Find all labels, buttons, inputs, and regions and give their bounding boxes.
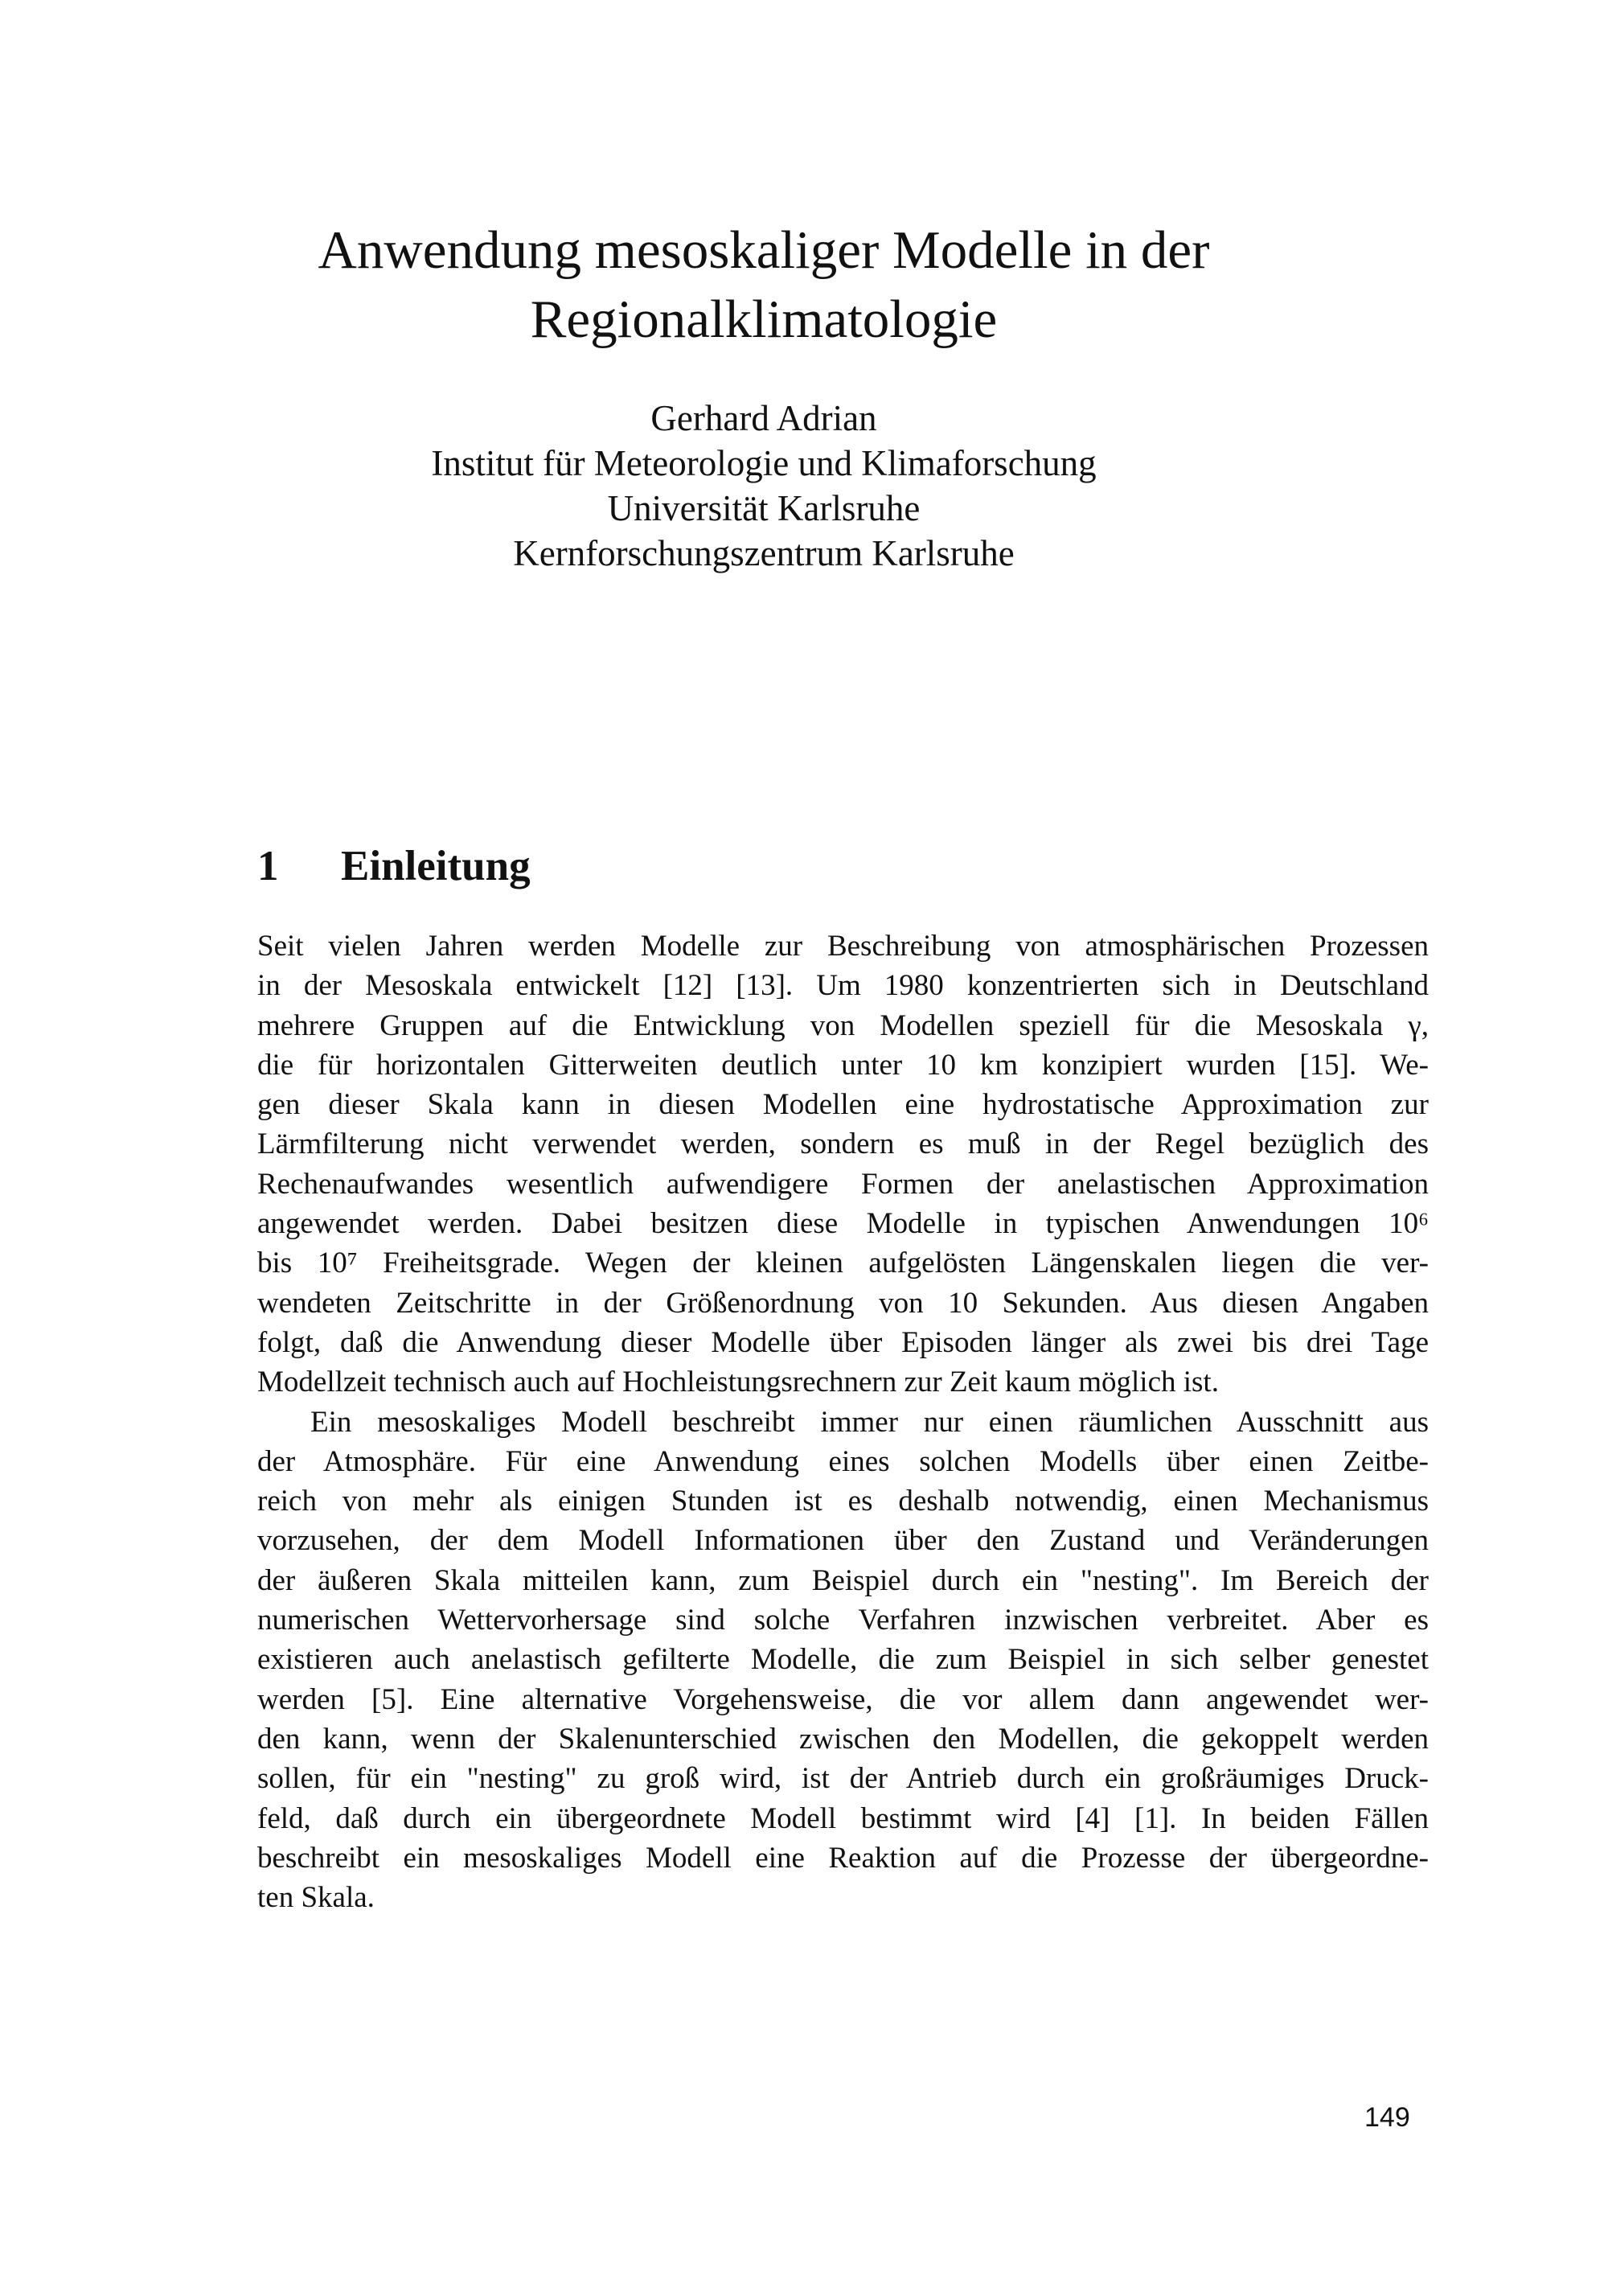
text-line: Modellzeit technisch auch auf Hochleistungsrechnern zur Zeit kaum möglich ist. xyxy=(257,1366,1219,1399)
page-number: 149 xyxy=(1364,2102,1410,2133)
section-heading xyxy=(257,842,531,890)
text-line: sollen, für ein "nesting" zu groß wird, ist der Antrieb durch ein großräumiges Druck- xyxy=(257,1762,1429,1796)
text-line: werden [5]. Eine alternative Vorgehensweise, die vor allem dann angewendet wer- xyxy=(257,1682,1429,1716)
title-line: Anwendung mesoskaliger Modelle in der xyxy=(318,220,1210,280)
text-line: existieren auch anelastisch gefilterte Modelle, die zum Beispiel in sich selber genestet xyxy=(257,1643,1429,1677)
text-line: wendeten Zeitschritte in der Größenordnung von 10 Sekunden. Aus diesen Angaben xyxy=(257,1286,1429,1320)
text-line: Rechenaufwandes wesentlich aufwendigere Formen der anelastischen Approximation xyxy=(257,1167,1429,1201)
text-line: Lärmfilterung nicht verwendet werden, sondern es muß in der Regel bezüglich des xyxy=(257,1127,1429,1161)
text-line: ten Skala. xyxy=(257,1881,375,1915)
author-name: Gerhard Adrian xyxy=(650,398,877,438)
text-line: in der Mesoskala entwickelt [12] [13]. Um 1980 konzentrierten sich in Deutschland xyxy=(257,969,1429,1003)
text-line: den kann, wenn der Skalenunterschied zwischen den Modellen, die gekoppelt werden xyxy=(257,1722,1429,1756)
section-number: 1 xyxy=(257,843,279,889)
text-line: reich von mehr als einigen Stunden ist es deshalb notwendig, einen Mechanismus xyxy=(257,1485,1429,1518)
text-line: mehrere Gruppen auf die Entwicklung von Modellen speziell für die Mesoskala γ, xyxy=(257,1008,1429,1042)
text-line: beschreibt ein mesoskaliges Modell eine Reaktion auf die Prozesse der übergeordne- xyxy=(257,1841,1429,1875)
author-block xyxy=(193,396,1335,576)
text-line: folgt, daß die Anwendung dieser Modelle über Episoden länger als zwei bis drei Tage xyxy=(257,1325,1429,1359)
section-title: Einleitung xyxy=(341,843,531,889)
text-line: gen dieser Skala kann in diesen Modellen eine hydrostatische Approximation zur xyxy=(257,1088,1429,1122)
text-line: Seit vielen Jahren werden Modelle zur Beschreibung von atmosphärischen Prozessen xyxy=(257,930,1429,963)
affiliation-line: Institut für Meteorologie und Klimaforschung xyxy=(431,443,1097,483)
text-line: der äußeren Skala mitteilen kann, zum Beispiel durch ein "nesting". Im Bereich der xyxy=(257,1563,1429,1597)
paper-title xyxy=(193,216,1335,354)
title-line: Regionalklimatologie xyxy=(530,290,998,349)
paragraph xyxy=(257,926,1429,1403)
text-line: vorzusehen, der dem Modell Informationen über den Zustand und Veränderungen xyxy=(257,1524,1429,1558)
text-line: Ein mesoskaliges Modell beschreibt immer nur einen räumlichen Ausschnitt aus xyxy=(310,1405,1429,1439)
paragraph xyxy=(257,1403,1429,1918)
text-line: der Atmosphäre. Für eine Anwendung eines solchen Modells über einen Zeitbe- xyxy=(257,1444,1429,1478)
text-line: feld, daß durch ein übergeordnete Modell bestimmt wird [4] [1]. In beiden Fällen xyxy=(257,1801,1429,1835)
text-line: bis 10⁷ Freiheitsgrade. Wegen der kleinen aufgelösten Längenskalen liegen die ver- xyxy=(257,1247,1429,1280)
affiliation-line: Universität Karlsruhe xyxy=(607,488,921,528)
text-line: die für horizontalen Gitterweiten deutlich unter 10 km konzipiert wurden [15]. We- xyxy=(257,1048,1429,1082)
text-line: numerischen Wettervorhersage sind solche Verfahren inzwischen verbreitet. Aber es xyxy=(257,1604,1429,1637)
text-line: angewendet werden. Dabei besitzen diese Modelle in typischen Anwendungen 10⁶ xyxy=(257,1207,1429,1241)
section-body xyxy=(257,926,1429,1917)
affiliation-line: Kernforschungszentrum Karlsruhe xyxy=(513,533,1015,573)
